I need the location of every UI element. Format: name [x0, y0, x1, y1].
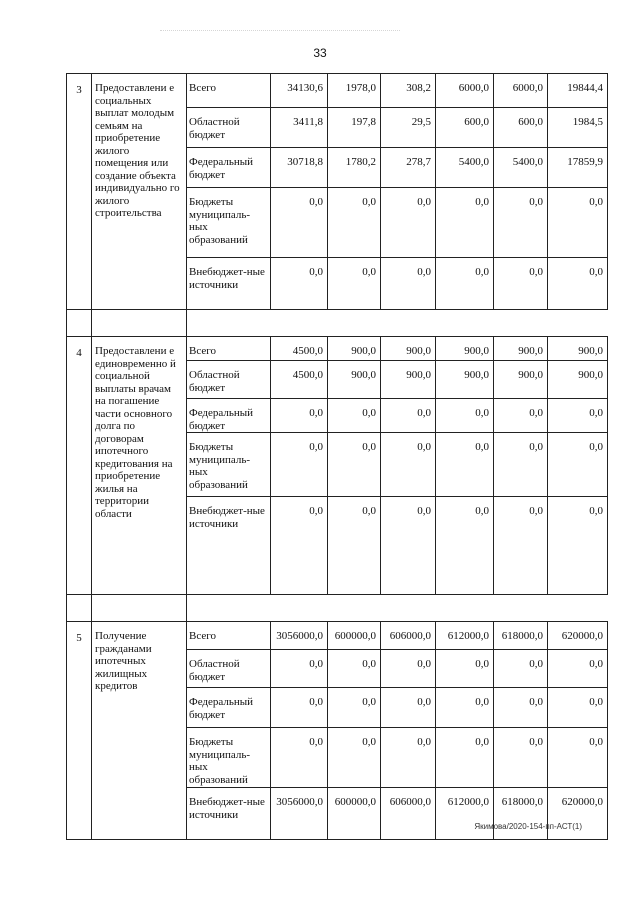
amount-cell: 0,0 — [271, 258, 328, 310]
spacer-cell — [548, 595, 608, 622]
amount-cell: 0,0 — [548, 688, 608, 728]
amount-cell: 0,0 — [271, 188, 328, 258]
amount-cell: 0,0 — [328, 258, 381, 310]
amount-cell: 0,0 — [548, 497, 608, 595]
amount-cell: 4500,0 — [271, 337, 328, 361]
spacer-cell — [494, 310, 548, 337]
funding-source: Областной бюджет — [187, 650, 271, 688]
funding-table — [66, 73, 608, 840]
amount-cell: 0,0 — [548, 399, 608, 433]
amount-cell: 0,0 — [548, 433, 608, 497]
amount-cell: 0,0 — [494, 728, 548, 788]
measure-description: Предоставлени е единовременно й социальной выплаты врачам на погашение части основного долга по договорам ипотечного кредитования на приобретение жилья на территории области — [92, 337, 187, 595]
funding-source: Бюджеты муниципаль-ных образований — [187, 188, 271, 258]
amount-cell: 0,0 — [328, 650, 381, 688]
amount-cell: 612000,0 — [436, 788, 494, 840]
amount-cell: 900,0 — [436, 337, 494, 361]
amount-cell: 17859,9 — [548, 148, 608, 188]
amount-cell: 900,0 — [436, 361, 494, 399]
spacer-cell — [67, 595, 92, 622]
amount-cell: 0,0 — [271, 399, 328, 433]
funding-source: Всего — [187, 337, 271, 361]
amount-cell: 3056000,0 — [271, 622, 328, 650]
amount-cell: 0,0 — [494, 688, 548, 728]
amount-cell: 0,0 — [494, 399, 548, 433]
spacer-cell — [381, 310, 436, 337]
block-spacer — [67, 310, 608, 337]
spacer-cell — [187, 310, 271, 337]
amount-cell: 30718,8 — [271, 148, 328, 188]
amount-cell: 618000,0 — [494, 622, 548, 650]
spacer-cell — [494, 595, 548, 622]
funding-source: Внебюджет-ные источники — [187, 497, 271, 595]
amount-cell: 0,0 — [548, 728, 608, 788]
amount-cell: 0,0 — [494, 650, 548, 688]
amount-cell: 0,0 — [271, 728, 328, 788]
spacer-cell — [381, 595, 436, 622]
spacer-cell — [328, 595, 381, 622]
amount-cell: 5400,0 — [436, 148, 494, 188]
funding-source: Федеральный бюджет — [187, 148, 271, 188]
funding-source: Всего — [187, 622, 271, 650]
amount-cell: 0,0 — [548, 258, 608, 310]
amount-cell: 278,7 — [381, 148, 436, 188]
spacer-cell — [92, 310, 187, 337]
spacer-cell — [271, 310, 328, 337]
amount-cell: 0,0 — [436, 399, 494, 433]
amount-cell: 0,0 — [328, 688, 381, 728]
amount-cell: 0,0 — [436, 188, 494, 258]
amount-cell: 6000,0 — [494, 74, 548, 108]
amount-cell: 0,0 — [494, 497, 548, 595]
row-number: 5 — [67, 622, 92, 840]
amount-cell: 0,0 — [381, 497, 436, 595]
amount-cell: 0,0 — [436, 728, 494, 788]
table-row — [67, 337, 608, 361]
amount-cell: 620000,0 — [548, 622, 608, 650]
amount-cell: 0,0 — [328, 728, 381, 788]
amount-cell: 0,0 — [328, 188, 381, 258]
amount-cell: 0,0 — [271, 497, 328, 595]
funding-source: Всего — [187, 74, 271, 108]
amount-cell: 600000,0 — [328, 788, 381, 840]
amount-cell: 0,0 — [436, 650, 494, 688]
amount-cell: 0,0 — [436, 258, 494, 310]
spacer-cell — [328, 310, 381, 337]
amount-cell: 19844,4 — [548, 74, 608, 108]
amount-cell: 5400,0 — [494, 148, 548, 188]
spacer-cell — [187, 595, 271, 622]
scan-artifact — [160, 30, 400, 33]
amount-cell: 0,0 — [436, 688, 494, 728]
amount-cell: 3056000,0 — [271, 788, 328, 840]
spacer-cell — [436, 595, 494, 622]
spacer-cell — [548, 310, 608, 337]
spacer-cell — [436, 310, 494, 337]
amount-cell: 0,0 — [381, 258, 436, 310]
amount-cell: 600,0 — [436, 108, 494, 148]
amount-cell: 0,0 — [328, 433, 381, 497]
amount-cell: 308,2 — [381, 74, 436, 108]
amount-cell: 4500,0 — [271, 361, 328, 399]
amount-cell: 0,0 — [494, 258, 548, 310]
amount-cell: 197,8 — [328, 108, 381, 148]
table-row — [67, 74, 608, 108]
amount-cell: 600,0 — [494, 108, 548, 148]
measure-description: Предоставлени е социальных выплат молодым семьям на приобретение жилого помещения или создание объекта индивидуально го жилого строительства — [92, 74, 187, 310]
row-number: 4 — [67, 337, 92, 595]
amount-cell: 0,0 — [548, 188, 608, 258]
amount-cell: 0,0 — [328, 497, 381, 595]
amount-cell: 0,0 — [271, 688, 328, 728]
funding-source: Бюджеты муниципаль-ных образований — [187, 433, 271, 497]
amount-cell: 0,0 — [381, 728, 436, 788]
amount-cell: 0,0 — [381, 688, 436, 728]
funding-source: Областной бюджет — [187, 361, 271, 399]
amount-cell: 0,0 — [436, 497, 494, 595]
funding-source: Бюджеты муниципаль-ных образований — [187, 728, 271, 788]
row-number: 3 — [67, 74, 92, 310]
amount-cell: 3411,8 — [271, 108, 328, 148]
amount-cell: 900,0 — [328, 361, 381, 399]
document-reference: Якимова/2020-154-пп-АСТ(1) — [474, 822, 582, 831]
amount-cell: 900,0 — [381, 337, 436, 361]
amount-cell: 1978,0 — [328, 74, 381, 108]
amount-cell: 1780,2 — [328, 148, 381, 188]
amount-cell: 6000,0 — [436, 74, 494, 108]
amount-cell: 900,0 — [328, 337, 381, 361]
funding-source: Внебюджет-ные источники — [187, 258, 271, 310]
funding-source: Областной бюджет — [187, 108, 271, 148]
page-number: 33 — [313, 46, 327, 60]
amount-cell: 0,0 — [381, 188, 436, 258]
spacer-cell — [67, 310, 92, 337]
amount-cell: 0,0 — [436, 433, 494, 497]
amount-cell: 606000,0 — [381, 622, 436, 650]
measure-description: Получение гражданами ипотечных жилищных кредитов — [92, 622, 187, 840]
amount-cell: 1984,5 — [548, 108, 608, 148]
funding-source: Федеральный бюджет — [187, 688, 271, 728]
table-row — [67, 622, 608, 650]
amount-cell: 612000,0 — [436, 622, 494, 650]
amount-cell: 0,0 — [381, 399, 436, 433]
amount-cell: 900,0 — [494, 361, 548, 399]
amount-cell: 0,0 — [548, 650, 608, 688]
amount-cell: 34130,6 — [271, 74, 328, 108]
funding-source: Внебюджет-ные источники — [187, 788, 271, 840]
amount-cell: 900,0 — [548, 337, 608, 361]
amount-cell: 0,0 — [494, 433, 548, 497]
amount-cell: 0,0 — [381, 650, 436, 688]
spacer-cell — [271, 595, 328, 622]
amount-cell: 618000,0 — [494, 788, 548, 840]
amount-cell: 900,0 — [548, 361, 608, 399]
amount-cell: 0,0 — [271, 433, 328, 497]
amount-cell: 0,0 — [381, 433, 436, 497]
amount-cell: 0,0 — [328, 399, 381, 433]
spacer-cell — [92, 595, 187, 622]
amount-cell: 29,5 — [381, 108, 436, 148]
amount-cell: 900,0 — [494, 337, 548, 361]
funding-source: Федеральный бюджет — [187, 399, 271, 433]
table-body — [67, 74, 608, 840]
amount-cell: 600000,0 — [328, 622, 381, 650]
amount-cell: 606000,0 — [381, 788, 436, 840]
amount-cell: 0,0 — [494, 188, 548, 258]
block-spacer — [67, 595, 608, 622]
amount-cell: 0,0 — [271, 650, 328, 688]
amount-cell: 620000,0 — [548, 788, 608, 840]
amount-cell: 900,0 — [381, 361, 436, 399]
